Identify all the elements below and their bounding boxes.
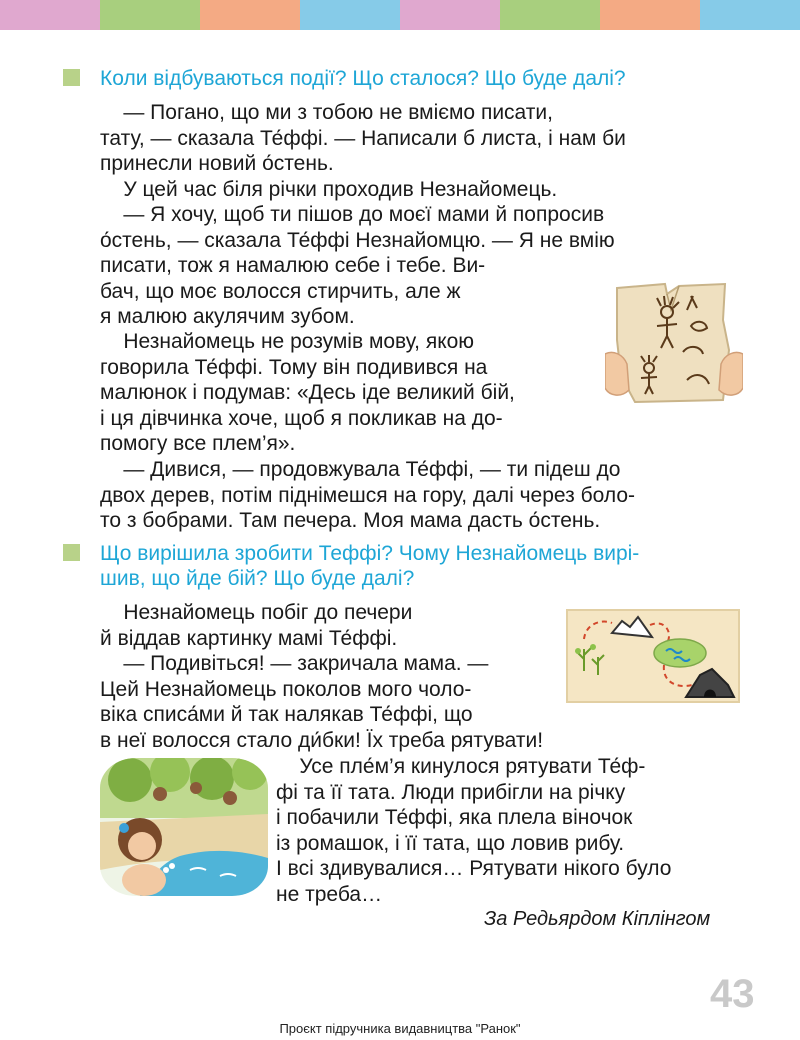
paragraph: — Погано, що ми з тобою не вміємо писати, тату, — сказала Те́ффі. — Написали б листа, і нам би принесли новий о́стень. (100, 101, 626, 175)
footer-note: Проєкт підручника видавництва "Ранок" (279, 1021, 521, 1036)
stripe-segment (100, 0, 200, 30)
question-marker (63, 544, 80, 561)
attribution: За Редьярдом Кіплінгом (484, 908, 711, 930)
question-1: Коли відбуваються події? Що сталося? Що буде далі? (100, 67, 626, 90)
stripe-segment (200, 0, 300, 30)
stripe-segment (0, 0, 100, 30)
paragraph: Незнайомець побіг до печери й віддав картинку мамі Те́ффі. — Подивіться! — закричала мама. — Цей Незнайомець поколов мого чоло- віка списа́ми й так налякав Те́ффі, що (100, 601, 489, 726)
paragraph: — Я хочу, щоб ти пішов до моєї мами й попросив о́стень, — сказала Те́ффі Незнайомцю. — Я не вмію (100, 203, 615, 252)
paragraph: Незнайомець не розумів мову, якою говорила Те́ффі. Тому він подивився на малюнок і подумав: «Десь іде великий бій, і ця дівчинка хоче, щоб я покликав на до- помогу все плем’я». (100, 330, 515, 455)
paragraph: Усе пле́м’я кинулося рятувати Те́ф- фі та її тата. Люди прибігли на річку і побачили Те́ффі, яка плела віночок із ромашок, і її тата, що ловив рибу. І всі здивувалися… Рятувати нікого було не треба… (276, 755, 672, 906)
stripe-segment (700, 0, 800, 30)
top-color-stripe (0, 0, 800, 30)
question-marker (63, 69, 80, 86)
paragraph: в неї волосся стало ди́бки! Їх треба рятувати! (100, 729, 544, 752)
question-2-line-1: Що вирішила зробити Теффі? Чому Незнайомець вирі- (100, 542, 640, 565)
map-icon (566, 609, 740, 703)
drawing-on-bark-icon (605, 280, 743, 406)
paragraph: писати, тож я намалюю себе і тебе. Ви- бач, що моє волосся стирчить, але ж я малюю акулячим зубом. (100, 254, 486, 328)
stripe-segment (500, 0, 600, 30)
question-2-line-2: шив, що йде бій? Що буде далі? (100, 567, 415, 590)
girl-by-river-icon (100, 758, 268, 896)
stripe-segment (600, 0, 700, 30)
stripe-segment (300, 0, 400, 30)
stripe-segment (400, 0, 500, 30)
paragraph: — Дивися, — продовжувала Те́ффі, — ти підеш до двох дерев, потім піднімешся на гору, далі через боло- то з бобрами. Там печера. Моя мама дасть о́стень. (100, 458, 636, 532)
page-number: 43 (710, 972, 755, 1016)
paragraph: У цей час біля річки проходив Незнайомець. (100, 178, 558, 201)
